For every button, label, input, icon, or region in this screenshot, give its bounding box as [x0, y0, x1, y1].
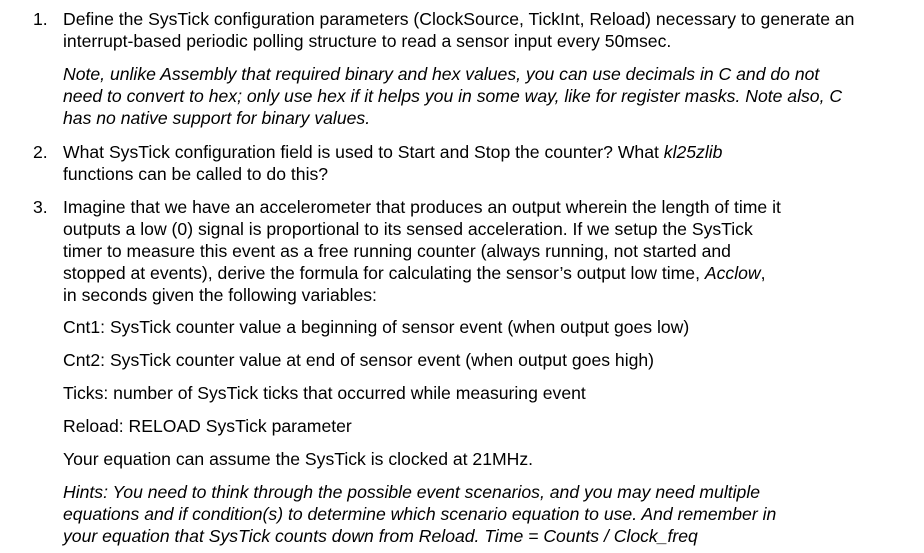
question-note: Note, unlike Assembly that required binary and hex values, you can use decimals in C and do not need to convert to hex; only use hex if it helps you in some way, like for register masks. Note also, C has no native support for binary values.	[63, 64, 843, 128]
question-text-line: Imagine that we have an accelerometer that produces an output wherein the length of time it	[63, 197, 781, 217]
question-text-line	[63, 262, 863, 284]
question-text-line2: functions can be called to do this?	[63, 164, 329, 184]
hints-line: your equation that SysTick counts down from Reload. Time = Counts / Clock_freq	[63, 526, 698, 546]
question-number: 3.	[33, 197, 48, 217]
question-text	[63, 141, 863, 163]
question-number: 2.	[33, 142, 48, 162]
question-text-part: ,	[760, 263, 766, 283]
question-text-part: What SysTick configuration field is used to Start and Stop the counter? What	[63, 142, 664, 162]
hints-line: equations and if condition(s) to determine which scenario equation to use. And remember in	[63, 504, 777, 524]
question-text: Define the SysTick configuration parameters (ClockSource, TickInt, Reload) necessary to generate an interrupt-based periodic polling structure to read a sensor input every 50msec.	[63, 9, 855, 51]
question-number: 1.	[33, 9, 48, 29]
question-text-line: timer to measure this event as a free running counter (always running, not started and	[63, 241, 731, 261]
question-text-part: stopped at events), derive the formula for calculating the sensor’s output low time,	[63, 263, 705, 283]
assumption-text: Your equation can assume the SysTick is clocked at 21MHz.	[63, 449, 534, 469]
variable-name: Acclow	[704, 263, 761, 283]
variable-definition: Reload: RELOAD SysTick parameter	[63, 416, 352, 436]
question-text-line: in seconds given the following variables:	[63, 285, 377, 305]
hints-line: Hints: You need to think through the possible event scenarios, and you may need multiple	[63, 482, 761, 502]
library-name: kl25zlib	[663, 142, 723, 162]
variable-definition: Cnt2: SysTick counter value at end of sensor event (when output goes high)	[63, 350, 655, 370]
variable-definition: Ticks: number of SysTick ticks that occurred while measuring event	[63, 383, 586, 403]
question-text-line: outputs a low (0) signal is proportional to its sensed acceleration. If we setup the SysTick	[63, 219, 753, 239]
variable-definition: Cnt1: SysTick counter value a beginning of sensor event (when output goes low)	[63, 317, 690, 337]
